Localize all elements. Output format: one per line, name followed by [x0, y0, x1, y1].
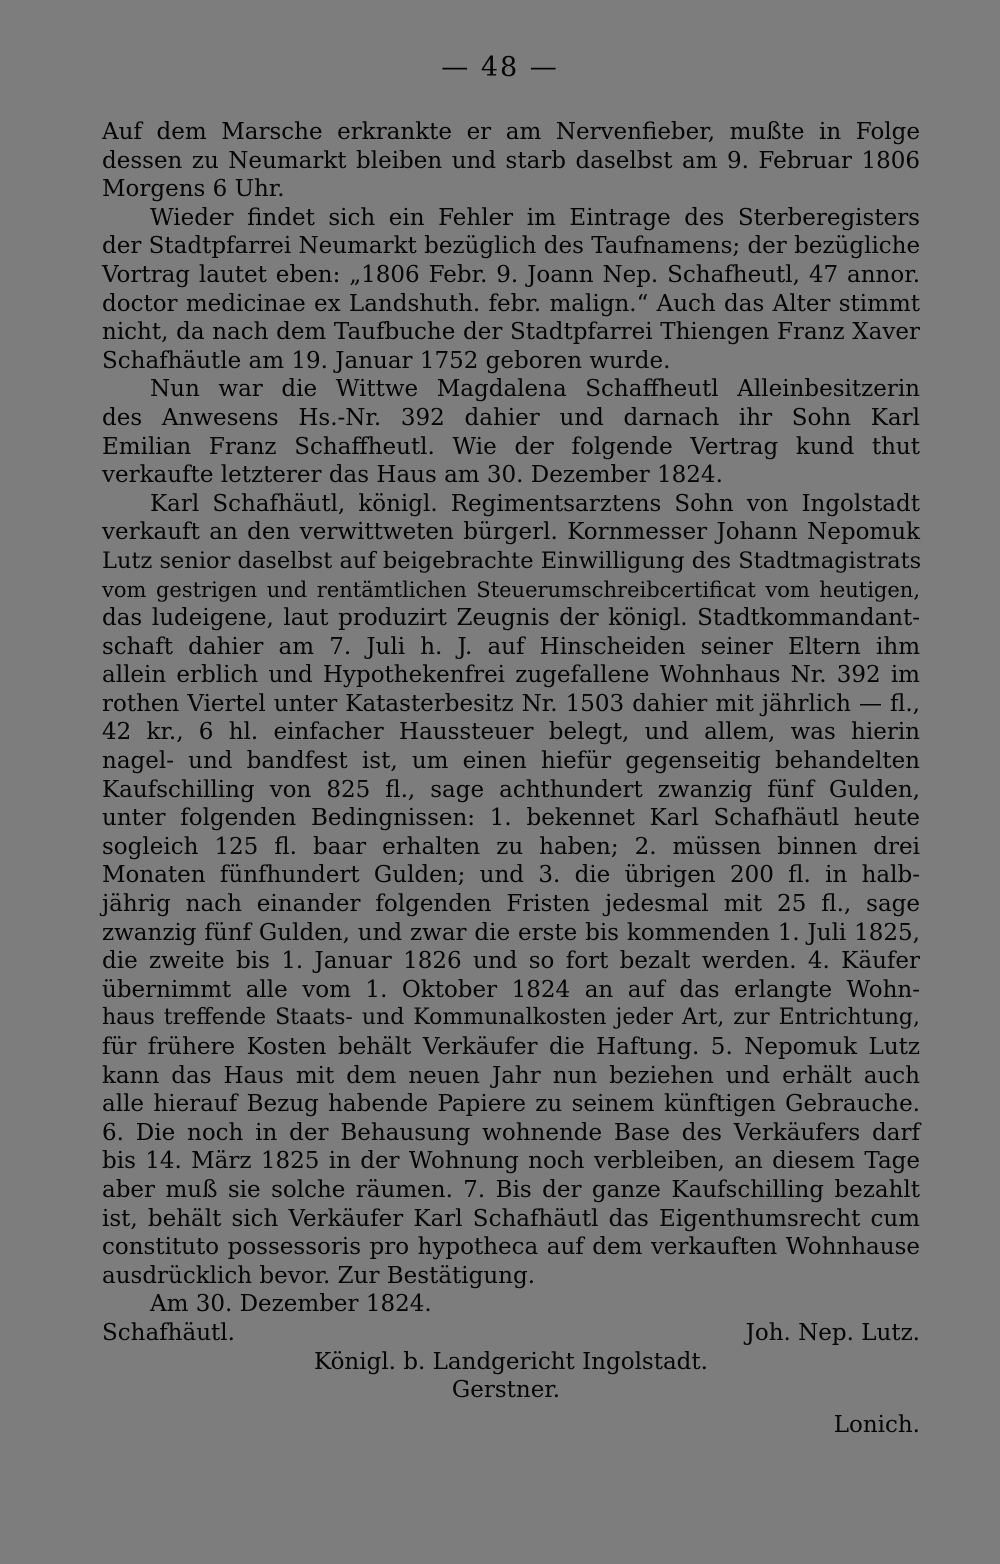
clerk-signature: Lonich.: [833, 1411, 920, 1438]
text-line: sogleich 125 fl. baar erhalten zu haben; 2. müssen binnen drei: [102, 833, 920, 860]
official-signature: Gerstner.: [451, 1377, 561, 1404]
text-line: Lutz senior daselbst auf beigebrachte Einwilligung des Stadtmagistrats: [102, 547, 922, 574]
signature-row: [102, 1319, 920, 1348]
text-line: ausdrücklich bevor. Zur Bestätigung.: [102, 1262, 536, 1289]
text-line: aber muß sie solche räumen. 7. Bis der ganze Kaufschilling bezahlt: [102, 1176, 920, 1203]
text-line: verkauft an den verwittweten bürgerl. Kornmesser Johann Nepomuk: [102, 519, 920, 546]
text-line: constituto possessoris pro hypotheca auf dem verkauften Wohnhause: [102, 1234, 920, 1261]
text-line: 42 kr., 6 hl. einfacher Haussteuer belegt, und allem, was hierin: [102, 719, 920, 746]
page-number: — 48 —: [441, 52, 559, 83]
text-line: ist, behält sich Verkäufer Karl Schafhäutl das Eigenthumsrecht cum: [102, 1205, 920, 1232]
text-line: verkaufte letzterer das Haus am 30. Dezember 1824.: [102, 462, 723, 489]
text-line: Nun war die Wittwe Magdalena Schaffheutl Alleinbesitzerin: [150, 376, 920, 403]
text-line: jährig nach einander folgenden Fristen jedesmal mit 25 fl., sage: [102, 891, 920, 918]
text-line: zwanzig fünf Gulden, und zwar die erste bis kommenden 1. Juli 1825,: [102, 919, 920, 946]
buyer-signature: Joh. Nep. Lutz.: [745, 1319, 920, 1346]
text-line: Kaufschilling von 825 fl., sage achthundert zwanzig fünf Gulden,: [102, 776, 920, 803]
body-text: [102, 118, 920, 1439]
text-line: bis 14. März 1825 in der Wohnung noch verbleiben, an diesem Tage: [102, 1148, 920, 1175]
text-line: vom gestrigen und rentämtlichen Steuerumschreibcertificat vom heutigen,: [102, 577, 920, 602]
text-line: 6. Die noch in der Behausung wohnende Base des Verkäufers darf: [102, 1119, 920, 1146]
text-line: rothen Viertel unter Katasterbesitz Nr. 1503 dahier mit jährlich — fl.,: [102, 690, 920, 717]
text-line: Auf dem Marsche erkrankte er am Nervenfieber, mußte in Folge: [102, 119, 920, 145]
text-line: die zweite bis 1. Januar 1826 und so fort bezalt werden. 4. Käufer: [102, 948, 920, 975]
text-line: Schafhäutle am 19. Januar 1752 geboren wurde.: [102, 347, 671, 374]
text-line: übernimmt alle vom 1. Oktober 1824 an auf das erlangte Wohn-: [102, 976, 920, 1003]
text-line: kann das Haus mit dem neuen Jahr nun beziehen und erhält auch: [102, 1062, 920, 1089]
text-line: Morgens 6 Uhr.: [102, 176, 285, 203]
text-line: doctor medicinae ex Landshuth. febr. malign.“ Auch das Alter stimmt: [102, 290, 920, 317]
text-line: das ludeigene, laut produzirt Zeugnis der königl. Stadtkommandant-: [102, 605, 920, 632]
text-line: des Anwesens Hs.-Nr. 392 dahier und darnach ihr Sohn Karl: [102, 404, 920, 431]
text-line: der Stadtpfarrei Neumarkt bezüglich des Taufnamens; der bezügliche: [102, 233, 921, 260]
text-line: für frühere Kosten behält Verkäufer die Haftung. 5. Nepomuk Lutz: [102, 1034, 920, 1060]
text-line: allein erblich und Hypothekenfrei zugefallene Wohnhaus Nr. 392 im: [102, 662, 920, 689]
text-line: Monaten fünfhundert Gulden; und 3. die übrigen 200 fl. in halb-: [102, 862, 920, 889]
text-line: Karl Schafhäutl, königl. Regimentsarztens Sohn von Ingolstadt: [150, 490, 920, 517]
text-line: schaft dahier am 7. Juli h. J. auf Hinscheiden seiner Eltern ihm: [102, 633, 920, 660]
text-line: Emilian Franz Schaffheutl. Wie der folgende Vertrag kund thut: [102, 433, 920, 460]
text-line: nagel- und bandfest ist, um einen hiefür gegenseitig behandelten: [102, 748, 920, 775]
text-line: Am 30. Dezember 1824.: [150, 1291, 432, 1318]
text-line: nicht, da nach dem Taufbuche der Stadtpfarrei Thiengen Franz Xaver: [102, 319, 920, 346]
text-line: unter folgenden Bedingnissen: 1. bekennet Karl Schafhäutl heute: [102, 805, 920, 832]
text-line: Wieder findet sich ein Fehler im Eintrage des Sterberegisters: [150, 204, 920, 231]
text-line: Vortrag lautet eben: „1806 Febr. 9. Joann Nep. Schafheutl, 47 annor.: [102, 261, 920, 288]
text-line: alle hierauf Bezug habende Papiere zu seinem künftigen Gebrauche.: [102, 1091, 920, 1118]
text-lines: [102, 118, 920, 1319]
court-name: Königl. b. Landgericht Ingolstadt.: [314, 1348, 708, 1375]
seller-signature: Schafhäutl.: [102, 1319, 235, 1346]
text-line: haus treffende Staats- und Kommunalkosten jeder Art, zur Entrichtung,: [102, 1005, 920, 1031]
text-line: dessen zu Neumarkt bleiben und starb daselbst am 9. Februar 1806: [102, 147, 920, 174]
